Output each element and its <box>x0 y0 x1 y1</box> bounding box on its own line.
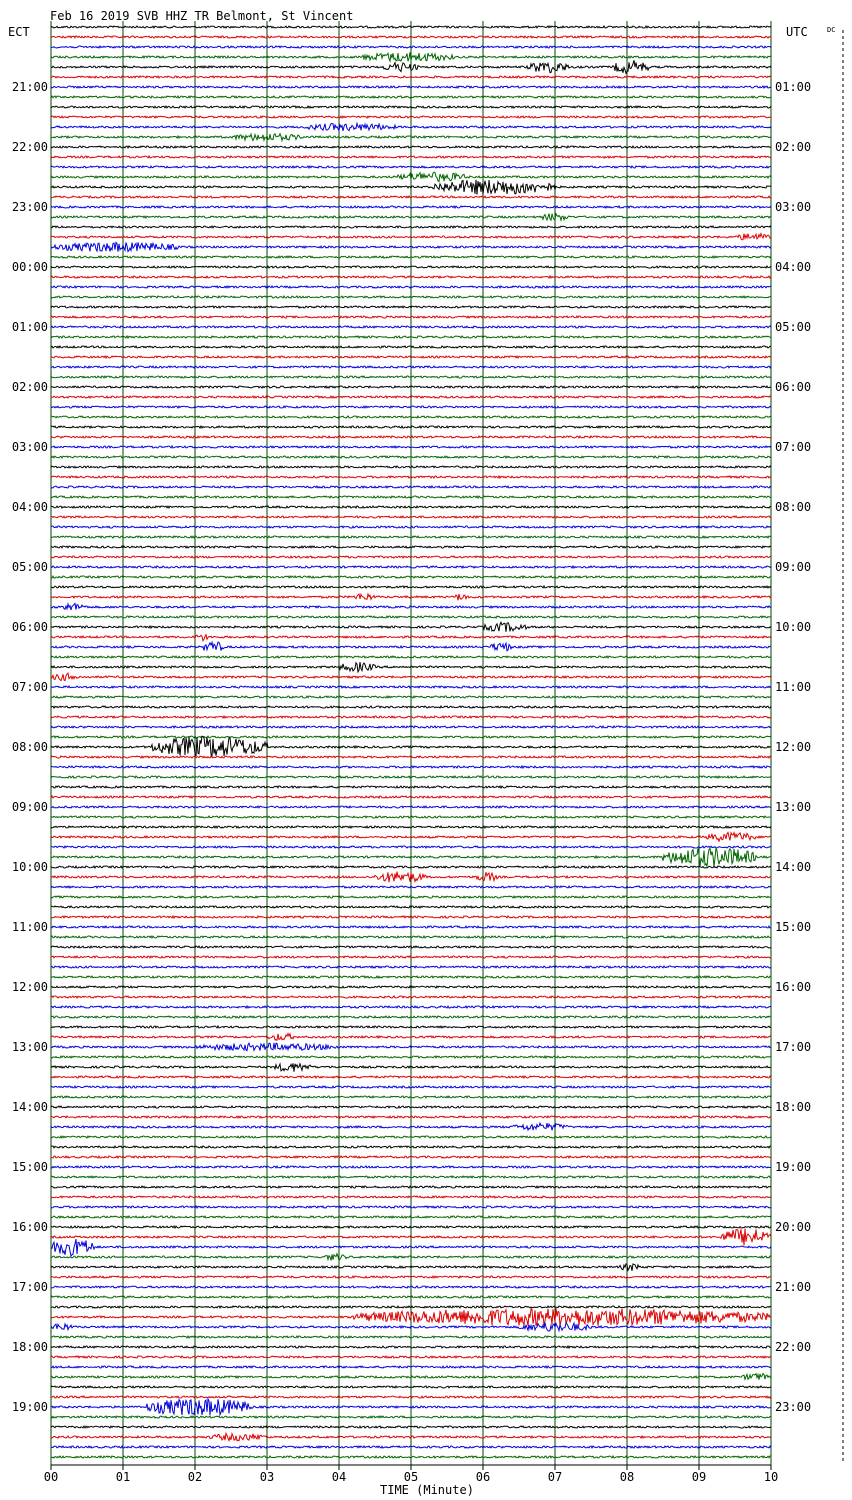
left-hour-label: 18:00 <box>11 1340 48 1354</box>
left-hour-label: 19:00 <box>11 1400 48 1414</box>
x-tick-label: 07 <box>547 1470 563 1484</box>
left-hour-label: 16:00 <box>11 1220 48 1234</box>
x-tick-label: 02 <box>187 1470 203 1484</box>
right-hour-label: 13:00 <box>775 800 812 814</box>
left-hour-label: 03:00 <box>11 440 48 454</box>
right-hour-label: 11:00 <box>775 680 812 694</box>
x-tick-label: 03 <box>259 1470 275 1484</box>
x-tick-label: 05 <box>403 1470 419 1484</box>
left-hour-label: 00:00 <box>11 260 48 274</box>
right-hour-label: 08:00 <box>775 500 812 514</box>
x-tick-label: 06 <box>475 1470 491 1484</box>
left-hour-label: 10:00 <box>11 860 48 874</box>
x-axis-label: TIME (Minute) <box>380 1483 474 1497</box>
right-hour-label: 22:00 <box>775 1340 812 1354</box>
right-hour-label: 12:00 <box>775 740 812 754</box>
x-tick-label: 00 <box>43 1470 59 1484</box>
right-hour-label: 07:00 <box>775 440 812 454</box>
right-hour-label: 15:00 <box>775 920 812 934</box>
left-hour-label: 09:00 <box>11 800 48 814</box>
left-hour-label: 04:00 <box>11 500 48 514</box>
chart-title: Feb 16 2019 SVB HHZ TR Belmont, St Vincent <box>50 9 354 23</box>
right-hour-label: 09:00 <box>775 560 812 574</box>
right-hour-label: 06:00 <box>775 380 812 394</box>
right-hour-label: 20:00 <box>775 1220 812 1234</box>
right-hour-label: 02:00 <box>775 140 812 154</box>
right-hour-label: 23:00 <box>775 1400 812 1414</box>
dc-label: DC <box>827 26 836 34</box>
right-hour-label: 17:00 <box>775 1040 812 1054</box>
right-hour-label: 04:00 <box>775 260 812 274</box>
left-hour-label: 15:00 <box>11 1160 48 1174</box>
right-hour-label: 10:00 <box>775 620 812 634</box>
left-hour-label: 12:00 <box>11 980 48 994</box>
right-hour-label: 01:00 <box>775 80 812 94</box>
right-hour-label: 14:00 <box>775 860 812 874</box>
x-tick-label: 08 <box>619 1470 635 1484</box>
x-axis <box>44 1465 778 1484</box>
right-hour-label: 21:00 <box>775 1280 812 1294</box>
left-hour-label: 07:00 <box>11 680 48 694</box>
left-hour-label: 08:00 <box>11 740 48 754</box>
right-hour-label: 18:00 <box>775 1100 812 1114</box>
left-hour-label: 21:00 <box>11 80 48 94</box>
right-hour-label: 05:00 <box>775 320 812 334</box>
left-hour-label: 02:00 <box>11 380 48 394</box>
x-tick-label: 10 <box>763 1470 779 1484</box>
right-hour-label: 19:00 <box>775 1160 812 1174</box>
x-tick-label: 09 <box>691 1470 707 1484</box>
left-timezone-label: ECT <box>8 25 30 39</box>
x-tick-label: 04 <box>331 1470 347 1484</box>
left-hour-label: 06:00 <box>11 620 48 634</box>
left-hour-label: 13:00 <box>11 1040 48 1054</box>
left-hour-label: 17:00 <box>11 1280 48 1294</box>
left-hour-label: 23:00 <box>11 200 48 214</box>
right-timezone-label: UTC <box>786 25 808 39</box>
right-hour-label: 03:00 <box>775 200 812 214</box>
left-hour-label: 01:00 <box>11 320 48 334</box>
left-hour-label: 14:00 <box>11 1100 48 1114</box>
left-hour-label: 11:00 <box>11 920 48 934</box>
x-tick-label: 01 <box>115 1470 131 1484</box>
left-hour-label: 05:00 <box>11 560 48 574</box>
right-hour-label: 16:00 <box>775 980 812 994</box>
left-hour-label: 22:00 <box>11 140 48 154</box>
